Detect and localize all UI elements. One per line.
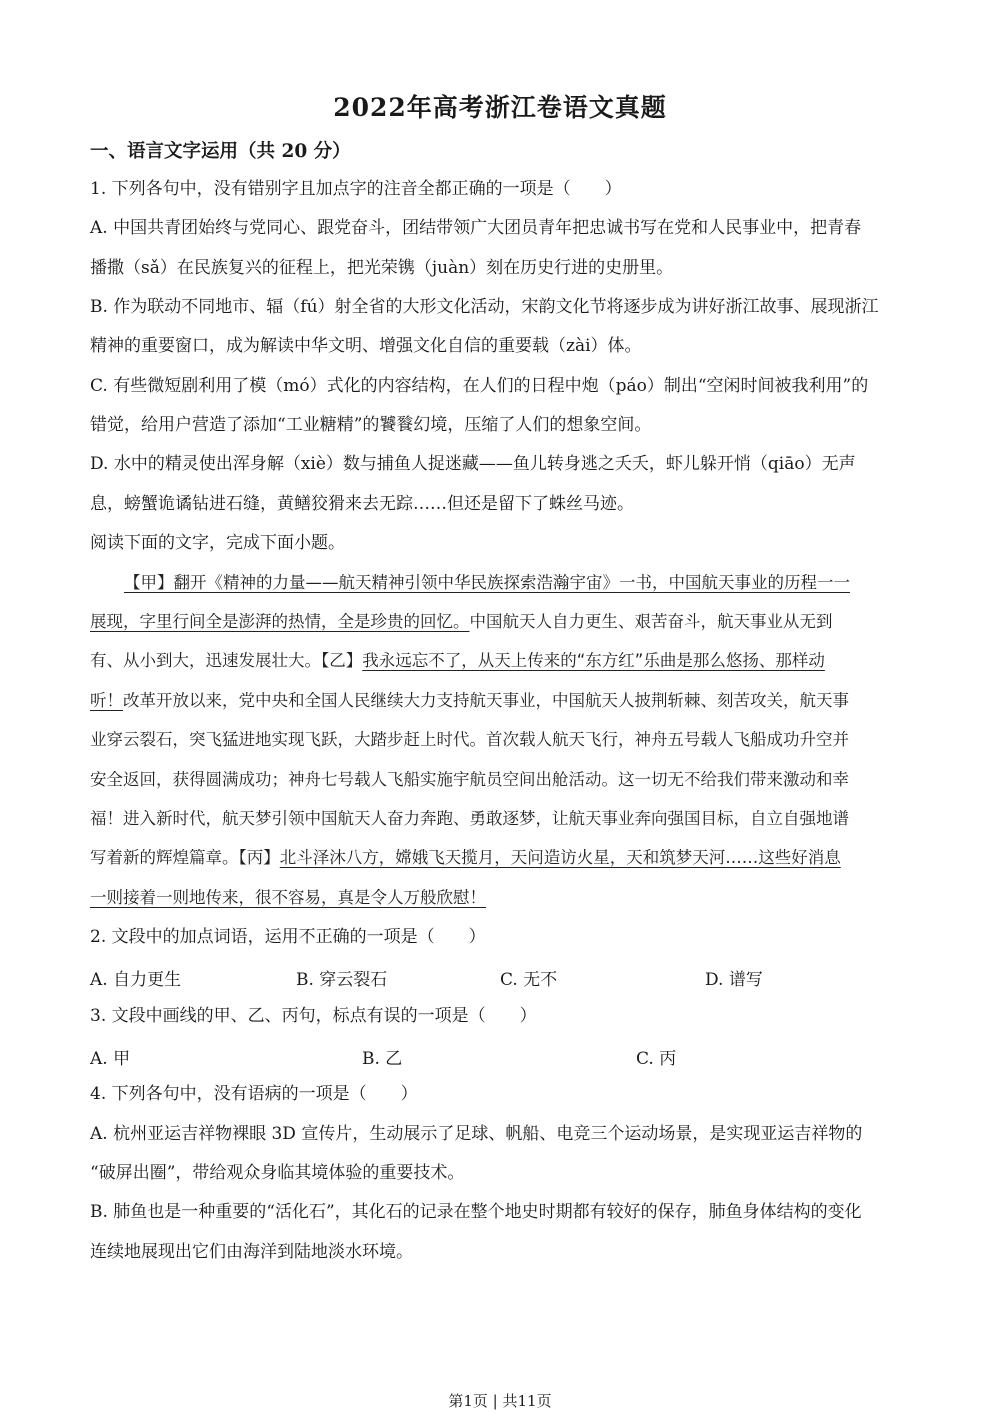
q2-option-b: B. 穿云裂石 [296,970,388,990]
passage-line [90,690,920,712]
reading-instruction: 阅读下面的文字，完成下面小题。 [90,533,345,553]
question-3-stem: 3. 文段中画线的甲、乙、丙句，标点有误的一项是（ ） [90,1006,537,1026]
passage-line [90,611,920,633]
passage-line [90,650,920,672]
q1-option-d-line2: 息，螃蟹诡谲钻进石缝，黄鳝狡猾来去无踪……但还是留下了蛛丝马迹。 [90,494,634,514]
passage-line: 安全返回，获得圆满成功；神舟七号载人飞船实施宇航员空间出舱活动。这一切无不给我们带来激动和幸 [90,770,849,789]
sentence-bing: 北斗泽沐八方，嫦娥飞天揽月，天问造访火星，天和筑梦天河……这些好消息 [279,848,841,867]
question-1-stem: 1. 下列各句中，没有错别字且加点字的注音全都正确的一项是（ ） [90,179,622,199]
sentence-bing-end: 一则接着一则地传来，很不容易，真是令人万般欣慰！ [90,888,486,907]
sentence-jia: 【甲】翻开《精神的力量——航天精神引领中华民族探索浩瀚宇宙》一书，中国航天事业的历程一一 [124,573,850,592]
passage-line [90,847,920,869]
passage-text: 改革开放以来，党中央和全国人民继续大力支持航天事业，中国航天人披荆斩棘、刻苦攻关，航天事 [123,691,849,710]
q3-option-c: C. 丙 [636,1049,677,1069]
question-4-stem: 4. 下列各句中，没有语病的一项是（ ） [90,1084,418,1104]
q1-option-a-line2: 播撒（sǎ）在民族复兴的征程上，把光荣镌（juàn）刻在历史行进的史册里。 [90,258,674,278]
passage-line [124,572,920,594]
q1-option-b-line2: 精神的重要窗口，成为解读中华文明、增强文化自信的重要载（zài）体。 [90,336,642,356]
sentence-yi: 我永远忘不了，从天上传来的“东方红”乐曲是那么悠扬、那样动 [362,651,825,670]
q2-option-d: D. 谱写 [705,970,763,990]
passage-line [90,887,920,909]
q4-option-a-line1: A. 杭州亚运吉祥物裸眼 3D 宣传片，生动展示了足球、帆船、电竞三个运动场景，是实现亚运吉祥物的 [90,1124,863,1144]
q4-option-a-line2: “破屏出圈”，带给观众身临其境体验的重要技术。 [90,1163,465,1183]
q1-option-a-line1: A. 中国共青团始终与党同心、跟党奋斗，团结带领广大团员青年把忠诚书写在党和人民事业中，把青春 [90,218,862,238]
sentence-jia-end: 展现，字里行间全是澎湃的热情，全是珍贵的回忆。 [90,612,470,631]
passage-text: 有、从小到大，迅速发展壮大。【乙】 [90,651,363,670]
q1-option-c-line1: C. 有些微短剧利用了模（mó）式化的内容结构，在人们的日程中炮（páo）制出“空闲时间被我利用”的 [90,376,869,396]
q1-option-c-line2: 错觉，给用户营造了添加“工业糖精”的饕餮幻境，压缩了人们的想象空间。 [90,415,652,435]
q4-option-b-line2: 连续地展现出它们由海洋到陆地淡水环境。 [90,1242,413,1262]
passage-line: 福！进入新时代，航天梦引领中国航天人奋力奔跑、勇敢逐梦，让航天事业奔向强国目标，自立自强地谱 [90,809,849,828]
q2-option-a: A. 自力更生 [90,970,182,990]
q2-option-c: C. 无不 [500,970,558,990]
page-title: 2022年高考浙江卷语文真题 [333,93,667,122]
q1-option-d-line1: D. 水中的精灵使出浑身解（xiè）数与捕鱼人捉迷藏——鱼儿转身逃之夭夭，虾儿躲开悄（qiāo）无声 [90,454,856,474]
q3-option-a: A. 甲 [90,1049,131,1069]
section-heading: 一、语言文字运用（共 20 分） [90,141,351,162]
q1-option-b-line1: B. 作为联动不同地市、辐（fú）射全省的大形文化活动，宋韵文化节将逐步成为讲好浙江故事、展现浙江 [90,297,879,317]
sentence-yi-end: 听！ [90,691,123,710]
page-number: 第1页 | 共11页 [448,1392,552,1410]
passage-line: 业穿云裂石，突飞猛进地实现飞跃，大踏步赶上时代。首次载人航天飞行，神舟五号载人飞船成功升空并 [90,730,849,749]
q3-option-b: B. 乙 [362,1049,403,1069]
passage-text: 中国航天人自力更生、艰苦奋斗，航天事业从无到 [469,612,833,631]
question-2-stem: 2. 文段中的加点词语，运用不正确的一项是（ ） [90,927,486,947]
passage-text: 写着新的辉煌篇章。【丙】 [90,848,280,867]
q4-option-b-line1: B. 肺鱼也是一种重要的“活化石”，其化石的记录在整个地史时期都有较好的保存，肺鱼身体结构的变化 [90,1202,862,1222]
